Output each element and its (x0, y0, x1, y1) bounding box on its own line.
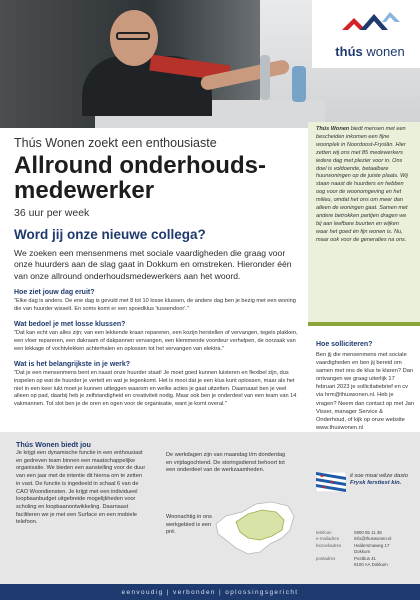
lead-paragraph: We zoeken een mensenmens met sociale vaardigheden die graag voor onze huurders aan de slag gaat in Dokkum en omstreken. Hieronder één van onze allround onderhoudsmedewerkers aan het woord. (14, 248, 292, 281)
apply-text: Ben jij die mensenmens met sociale vaardigheden en ben jij bereid om samen met ons de klus te klaren? Dan ontvangen we graag uiterlijk 17 februari 2023 je sollicitatiebrief en cv via hrm@thuswonen.nl. Heb je vragen? Neem dan contact op met Jan Visser, manager Service & Onderhoud, of kijk op onze website www.thuswonen.nl (316, 352, 415, 431)
logo (312, 0, 420, 68)
about-brand: Thús Wonen (316, 126, 350, 132)
frisian-slogan (350, 473, 416, 487)
house-logo-icon (342, 8, 402, 40)
section-heading-tasks: Wat bedoel je met losse klussen? (14, 321, 126, 329)
about-box-accent-bar (308, 322, 420, 326)
page-title-line-2: medewerker (14, 177, 155, 204)
workdays-text: De werkdagen zijn van maandag t/m donderdag en vrijdagochtend. De storingsdienst behoort tot een onderdeel van de werkzaamheden. (166, 452, 286, 474)
section-text-important: "Dat je een mensenmens bent en naast onze huurder staat! Je moet goed kunnen luisteren en flexibel zijn, dus inspelen op wat de huurder je vertelt en wat je tegenkomt. Het is mooi dat je een klus kunt oplossen, maar als het niet in een keer lukt moet je kunnen uitleggen waarom en welke acties je gaat uitzetten. Daarnaast ben je veel alleen op pad, daarbij heb je zelfstandigheid en creativiteit nodig. Maar ook ben je onderdeel van een team van 14 vakmannen. Tot slot ben je de oren en ogen voor de organisatie, want je komt overal." (14, 369, 297, 408)
photo-bottle (292, 66, 306, 102)
footer-tagline: eenvoudig | verbonden | oplossingsgericht (121, 588, 299, 596)
region-text: Woonachtig in ons werkgebied is een pré. (166, 514, 212, 536)
main-column (14, 136, 300, 409)
contact-row: postadres Postbus 41 (316, 555, 376, 561)
offer-heading: Thús Wonen biedt jou (16, 440, 91, 449)
section-text-day: "Elke dag is anders. De ene dag is gevuld met 8 tot 10 losse klussen, de andere dag ben je bezig met een woning die van huurder wisselt. En soms komt er een spoedklus 'tussendoor'." (14, 298, 296, 313)
page-title-line-1: Allround onderhouds- (14, 152, 266, 179)
logo-wordmark: thús wonen (335, 44, 405, 59)
region-map-icon (212, 494, 298, 562)
contact-row: 9100 AA Dokkum (354, 562, 388, 568)
about-body: biedt mensen met een bescheiden inkomen een fijne woonplek in Noordoost-Fryslân. Hier zetten wij ons met 85 medewerkers iedere dag met plezier voor in. Ons doel is voldoende, betaalbare huurwoningen op de juiste plaats. Wij staan naast de huurders en hebben oog voor de woonomgeving en het milieu, omdat het ons om meer dan alleen de woningen gaat. Samen met andere betrokken partijen dragen we bij aan leefbare buurten en wijken waar het goed én fijn wonen is. Nu, maar ook voor de generaties na ons. (316, 126, 408, 243)
apply-heading: Hoe solliciteren? (316, 341, 373, 348)
photo-worker-glasses (116, 32, 150, 40)
slogan-bold: Frysk ferstiest kin. (350, 480, 402, 486)
hours: 36 uur per week (14, 207, 90, 219)
slogan-line: it soe moai wêze dasto (350, 473, 408, 479)
contact-block (316, 530, 416, 568)
frisian-flag-icon (316, 472, 346, 492)
photo-tap (260, 55, 270, 100)
page-title (14, 153, 300, 203)
contact-row: e-mailadres info@thuswonen.nl (316, 536, 392, 542)
contact-row: Dokkum (354, 549, 371, 555)
section-text-tasks: "Dat kan echt van alles zijn; van een lekkende kraan repareren, een kozijn herstellen of vervangen, tegels plakken, een vloer repareren, een dakraam of dakpannen vervangen, een klemmende voordeur verhelpen, de oorzaak van een lekkage of vochtvlekken achterhalen en oplossen tot het vervangen van elektra." (14, 330, 298, 352)
section-heading-important: Wat is het belangrijkste in je werk? (14, 360, 131, 368)
offer-text: Je krijgt een dynamische functie in een enthousiast en gedreven team binnen een maatschappelijke organisatie. We bieden een aanstelling voor de duur van een jaar met de intentie dit hierna om te zetten in vast. De functie is ingedeeld in schaal 6 van de CAO Woondiensten. Je krijgt met een individueel loopbaanbudget uitgebreide mogelijkheden voor scholing en loopbaanontwikkeling. Daarnaast faciliteren we je met een Surface en een mobiele telefoon. (16, 450, 146, 526)
footer-bar (0, 584, 420, 600)
kicker: Thús Wonen zoekt een enthousiaste (14, 136, 217, 150)
contact-row: telefoon 0800 55 11 38 (316, 530, 382, 535)
section-heading-day: Hoe ziet jouw dag eruit? (14, 289, 95, 297)
about-text (316, 126, 412, 245)
lead-heading: Word jij onze nieuwe collega? (14, 227, 206, 242)
about-box (308, 122, 420, 322)
contact-row: bezoekadres Haldersmaweg 17 (316, 542, 390, 548)
